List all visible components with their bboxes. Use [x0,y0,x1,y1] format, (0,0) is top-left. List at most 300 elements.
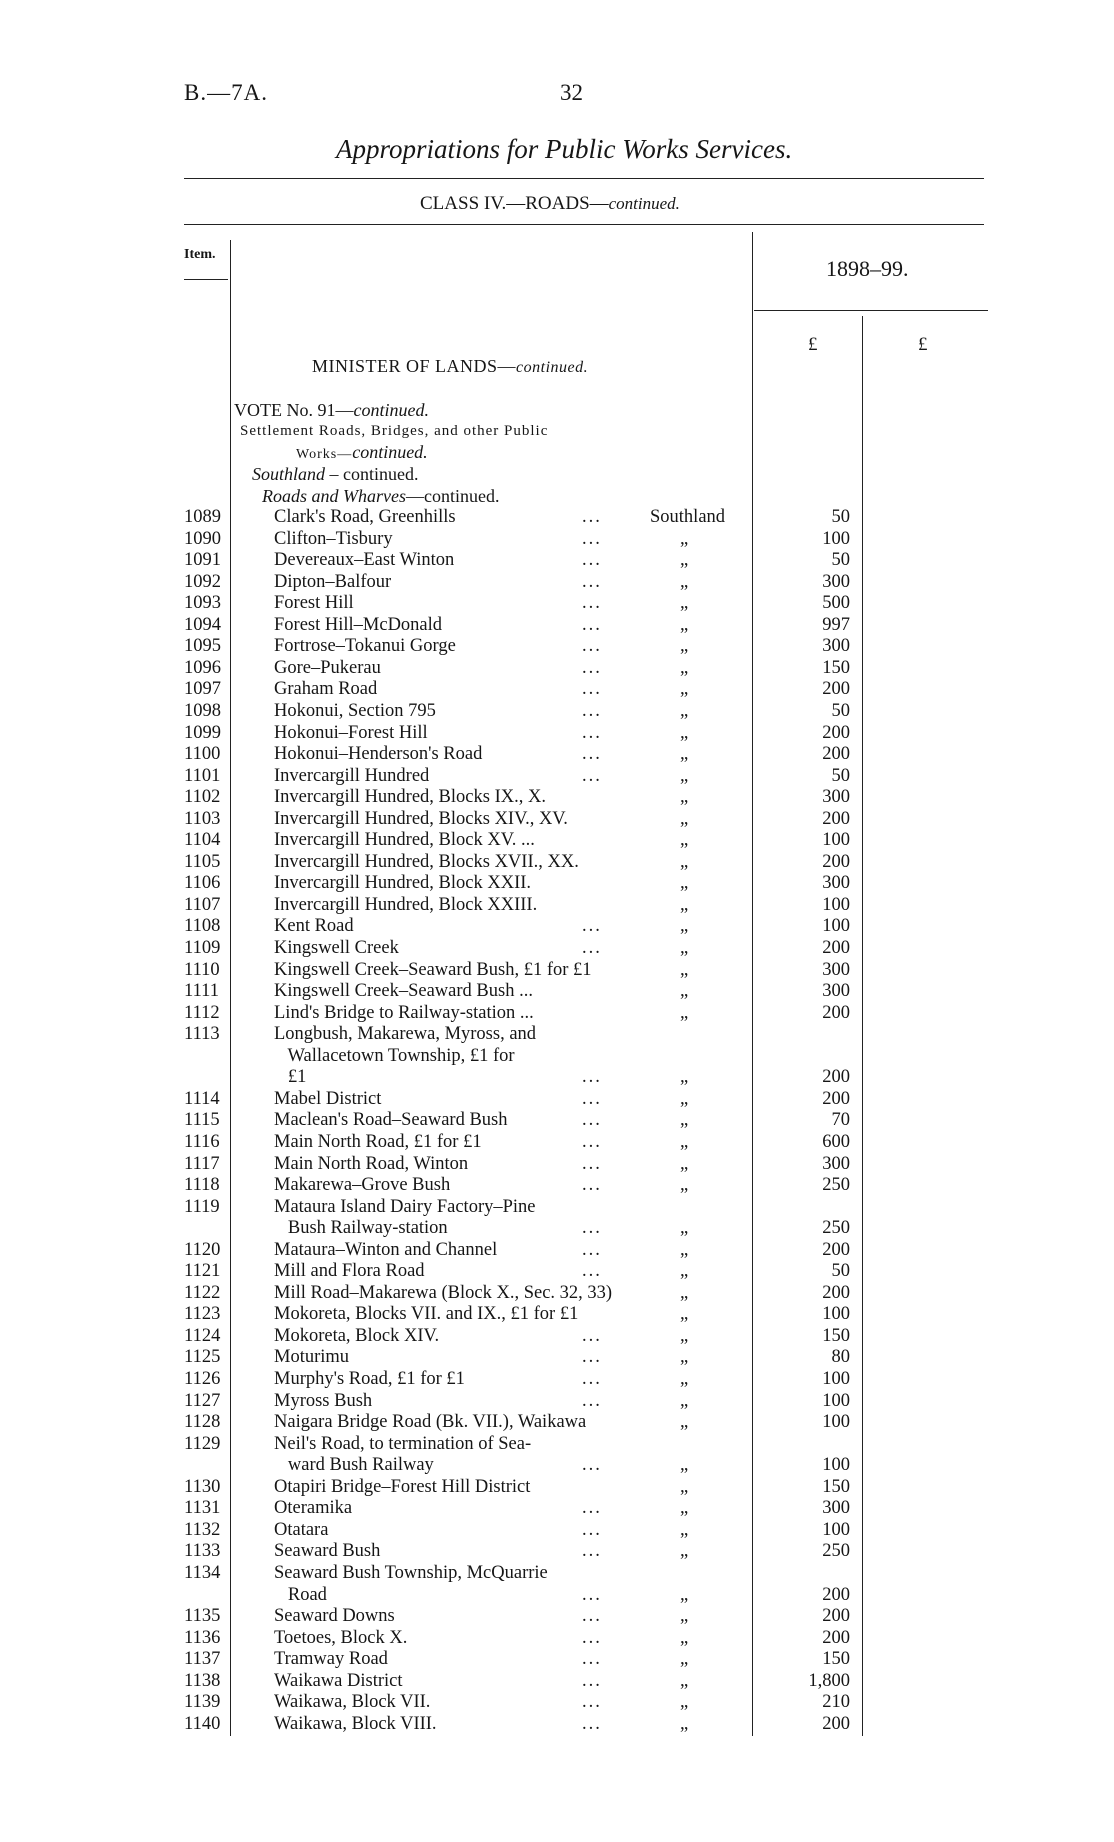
vote-heading: VOTE No. 91—continued. [234,400,429,420]
item-number: 1140 [184,1713,221,1734]
item-number: 1126 [184,1369,221,1389]
leader-dots: ... [582,938,602,958]
item-description: Neil's Road, to termination of Sea- [274,1433,532,1454]
amount: 100 [822,916,850,937]
item-description: Gore–Pukerau [274,657,381,678]
item-number: 1129 [184,1433,221,1454]
amount: 100 [822,1455,850,1476]
table-row [0,1154,1114,1176]
amount: 300 [822,787,850,808]
district: „ [680,657,689,678]
pound-sign-col2: £ [918,334,928,355]
amount: 300 [822,1153,850,1174]
item-description: Waikawa District [274,1670,403,1691]
item-description: Maclean's Road–Seaward Bush [274,1110,508,1131]
district: „ [680,1498,689,1519]
table-row [0,1412,1114,1434]
minister-heading: MINISTER OF LANDS—continued. [312,356,589,376]
leader-dots: ... [582,1627,602,1648]
item-description: Mokoreta, Block XIV. [274,1325,440,1346]
amount: 200 [822,1627,850,1648]
item-number: 1136 [184,1627,221,1648]
table-row [0,895,1114,917]
item-description: Kingswell Creek–Seaward Bush ... [274,981,533,1002]
item-number: 1101 [184,765,221,786]
leader-dots: ... [582,1455,602,1476]
table-row [0,744,1114,766]
item-description: Waikawa, Block VII. [274,1692,431,1713]
amount: 300 [822,959,850,980]
item-number: 1116 [184,1131,220,1152]
document-reference: B.—7A. [184,80,268,105]
title-rule [184,178,984,179]
amount: 500 [822,593,850,614]
class-heading: CLASS IV.—ROADS—continued. [420,193,680,214]
item-description: Main North Road, £1 for £1 [274,1131,482,1152]
item-number: 1111 [184,981,219,1002]
district: „ [680,700,689,721]
item-number: 1108 [184,916,221,937]
table-row [0,1046,1114,1068]
district: „ [680,1412,689,1433]
item-number: 1122 [184,1282,221,1303]
item-description: Clark's Road, Greenhills [274,507,456,527]
amount: 100 [822,1369,850,1389]
leader-dots: ... [582,1670,602,1691]
leader-dots: ... [582,722,602,743]
amount: 200 [822,1239,850,1260]
amount: 100 [822,528,850,549]
item-number: 1133 [184,1541,221,1562]
table-row [0,1498,1114,1520]
table-row [0,1218,1114,1240]
district: „ [680,1218,689,1239]
amount: 50 [831,550,850,571]
amount: 150 [822,1476,850,1497]
item-description: Invercargill Hundred, Block XXII. [274,873,532,894]
item-description: Murphy's Road, £1 for £1 [274,1369,465,1389]
item-description: Mill and Flora Road [274,1261,425,1282]
district: „ [680,1325,689,1346]
leader-dots: ... [582,1390,602,1411]
district: „ [680,744,689,765]
item-number: 1127 [184,1390,221,1411]
item-number: 1132 [184,1519,221,1540]
district: „ [680,1541,689,1562]
leader-dots: ... [582,765,602,786]
leader-dots: ... [582,1519,602,1540]
table-row [0,1455,1114,1477]
item-number: 1130 [184,1476,221,1497]
table-row [0,1110,1114,1132]
amount: 150 [822,657,850,678]
amount: 200 [822,938,850,958]
table-row [0,1067,1114,1089]
table-row [0,593,1114,615]
amount: 200 [822,1282,850,1303]
leader-dots: ... [582,700,602,721]
table-row [0,1369,1114,1391]
item-description: Bush Railway-station [274,1218,448,1239]
district: „ [680,614,689,635]
leader-dots: ... [582,744,602,765]
item-description: Kingswell Creek–Seaward Bush, £1 for £1 [274,959,592,980]
leader-dots: ... [582,679,602,700]
class-rule [184,224,984,225]
district: „ [680,787,689,808]
item-description: Invercargill Hundred [274,765,430,786]
amount: 300 [822,1498,850,1519]
item-description: Graham Road [274,679,378,700]
item-number: 1117 [184,1153,220,1174]
leader-dots: ... [582,1088,602,1109]
item-description: Oteramika [274,1498,353,1519]
table-row [0,1175,1114,1197]
item-description: Longbush, Makarewa, Myross, and [274,1024,537,1045]
item-number: 1115 [184,1110,220,1131]
item-number: 1098 [184,700,221,721]
item-number: 1093 [184,593,221,614]
table-row [0,615,1114,637]
table-row [0,1132,1114,1154]
item-description: £1 [274,1067,307,1088]
amount: 100 [822,1412,850,1433]
page-number: 32 [560,80,583,105]
roads-subheading: Roads and Wharves—continued. [262,486,500,506]
table-row [0,766,1114,788]
item-number: 1106 [184,873,221,894]
district: „ [680,1369,689,1389]
leader-dots: ... [582,1218,602,1239]
item-description: Mataura Island Dairy Factory–Pine [274,1196,536,1217]
table-row [0,1003,1114,1025]
leader-dots: ... [582,571,602,592]
item-description: Mill Road–Makarewa (Block X., Sec. 32, 33) [274,1282,613,1303]
amount: 200 [822,851,850,872]
district: „ [680,1476,689,1497]
amount: 50 [831,1261,850,1282]
table-row [0,529,1114,551]
item-number: 1091 [184,550,221,571]
amount: 600 [822,1131,850,1152]
district: „ [680,765,689,786]
amount: 100 [822,1519,850,1540]
item-number: 1113 [184,1024,220,1045]
district: „ [680,1390,689,1411]
item-description: Hokonui–Henderson's Road [274,744,483,765]
district: „ [680,1627,689,1648]
item-number: 1099 [184,722,221,743]
item-description: Dipton–Balfour [274,571,392,592]
amount: 200 [822,1584,850,1605]
item-description: Makarewa–Grove Bush [274,1175,451,1196]
leader-dots: ... [582,1153,602,1174]
item-description: Seaward Bush [274,1541,381,1562]
district: „ [680,1261,689,1282]
item-number: 1105 [184,851,221,872]
table-row [0,1563,1114,1585]
table-row [0,658,1114,680]
amount: 200 [822,1088,850,1109]
leader-dots: ... [582,1325,602,1346]
district: „ [680,593,689,614]
leader-dots: ... [582,657,602,678]
item-description: Invercargill Hundred, Blocks XIV., XV. [274,808,568,829]
table-row [0,1326,1114,1348]
item-description: Kingswell Creek [274,938,399,958]
item-number: 1097 [184,679,221,700]
table-row [0,809,1114,831]
table-row [0,938,1114,960]
table-row [0,1714,1114,1736]
leader-dots: ... [582,1713,602,1734]
item-number: 1096 [184,657,221,678]
district: „ [680,571,689,592]
item-number: 1107 [184,894,221,915]
district: „ [680,528,689,549]
item-description: Mataura–Winton and Channel [274,1239,498,1260]
amount: 100 [822,1390,850,1411]
amount: 250 [822,1175,850,1196]
leader-dots: ... [582,1239,602,1260]
district: „ [680,1519,689,1540]
item-number: 1100 [184,744,221,765]
amount: 100 [822,1304,850,1325]
amount: 200 [822,1713,850,1734]
district: „ [680,1347,689,1368]
district: „ [680,873,689,894]
district: „ [680,1713,689,1734]
amount: 50 [831,765,850,786]
item-description: Devereaux–East Winton [274,550,455,571]
item-number: 1109 [184,938,221,958]
leader-dots: ... [582,1369,602,1389]
leader-dots: ... [582,916,602,937]
amount: 200 [822,1002,850,1023]
leader-dots: ... [582,1649,602,1670]
leader-dots: ... [582,593,602,614]
district: „ [680,1067,689,1088]
amount: 250 [822,1541,850,1562]
district: „ [680,1455,689,1476]
district: „ [680,916,689,937]
district: „ [680,1002,689,1023]
item-number: 1103 [184,808,221,829]
item-description: Lind's Bridge to Railway-station ... [274,1002,534,1023]
item-number: 1118 [184,1175,220,1196]
amount: 200 [822,744,850,765]
item-description: Road [274,1584,327,1605]
table-row [0,1541,1114,1563]
item-description: Main North Road, Winton [274,1153,469,1174]
table-row [0,550,1114,572]
district: „ [680,1088,689,1109]
item-description: Otapiri Bridge–Forest Hill District [274,1476,531,1497]
item-description: Seaward Downs [274,1606,395,1627]
district: „ [680,1239,689,1260]
amount: 200 [822,722,850,743]
amount: 70 [831,1110,850,1131]
table-row [0,636,1114,658]
item-description: Invercargill Hundred, Block XV. ... [274,830,535,851]
table-row [0,1585,1114,1607]
year-heading: 1898–99. [826,256,909,281]
amount: 150 [822,1325,850,1346]
amount: 50 [831,700,850,721]
item-description: Invercargill Hundred, Blocks XVII., XX. [274,851,579,872]
amount: 100 [822,830,850,851]
leader-dots: ... [582,1606,602,1627]
amount: 300 [822,981,850,1002]
item-description: Hokonui–Forest Hill [274,722,428,743]
leader-dots: ... [582,1175,602,1196]
amount: 200 [822,808,850,829]
table-row [0,572,1114,594]
amount: 997 [822,614,850,635]
item-description: Myross Bush [274,1390,373,1411]
table-row [0,1606,1114,1628]
item-number: 1089 [184,507,221,527]
item-number: 1119 [184,1196,220,1217]
table-row [0,960,1114,982]
table-row [0,1024,1114,1046]
leader-dots: ... [582,614,602,635]
item-description: Mokoreta, Blocks VII. and IX., £1 for £1 [274,1304,579,1325]
item-description: Moturimu [274,1347,350,1368]
leader-dots: ... [582,507,602,527]
leader-dots: ... [582,1692,602,1713]
district: „ [680,1282,689,1303]
item-number: 1104 [184,830,221,851]
pound-sign-col1: £ [808,334,818,355]
item-description: Hokonui, Section 795 [274,700,436,721]
item-description: Tramway Road [274,1649,388,1670]
leader-dots: ... [582,1347,602,1368]
district: „ [680,679,689,700]
leader-dots: ... [582,636,602,657]
table-row [0,1520,1114,1542]
amount: 210 [822,1692,850,1713]
table-row [0,1628,1114,1650]
district: „ [680,1670,689,1691]
leader-dots: ... [582,1067,602,1088]
district: „ [680,959,689,980]
district: „ [680,636,689,657]
district: „ [680,981,689,1002]
table-row [0,679,1114,701]
settlement-heading-line2: Works—continued. [296,442,428,462]
settlement-heading-line1: Settlement Roads, Bridges, and other Public [240,423,549,439]
leader-dots: ... [582,1110,602,1131]
district: „ [680,1110,689,1131]
item-number: 1092 [184,571,221,592]
item-description: Fortrose–Tokanui Gorge [274,636,456,657]
item-column-heading: Item. [184,247,216,262]
item-description: Invercargill Hundred, Blocks IX., X. [274,787,546,808]
table-row [0,701,1114,723]
southland-subheading: Southland – continued. [252,464,419,484]
item-description: Wallacetown Township, £1 for [274,1045,515,1066]
table-row [0,1304,1114,1326]
item-description: Forest Hill–McDonald [274,614,443,635]
item-number: 1094 [184,614,221,635]
district: „ [680,1131,689,1152]
district: „ [680,1649,689,1670]
item-heading-rule [184,279,228,280]
amount: 250 [822,1218,850,1239]
item-number: 1135 [184,1606,221,1627]
item-number: 1139 [184,1692,221,1713]
district: „ [680,550,689,571]
table-row [0,981,1114,1003]
table-row [0,830,1114,852]
item-description: Otatara [274,1519,329,1540]
table-row [0,1434,1114,1456]
item-number: 1090 [184,528,221,549]
item-description: ward Bush Railway [274,1455,434,1476]
district: „ [680,722,689,743]
item-number: 1125 [184,1347,221,1368]
amount: 100 [822,894,850,915]
item-number: 1112 [184,1002,220,1023]
item-number: 1114 [184,1088,220,1109]
district: „ [680,1153,689,1174]
item-number: 1134 [184,1562,221,1583]
table-row [0,1240,1114,1262]
table-row [0,507,1114,529]
amount: 80 [831,1347,850,1368]
district: „ [680,1175,689,1196]
district: „ [680,808,689,829]
item-number: 1124 [184,1325,221,1346]
table-row [0,1477,1114,1499]
amount: 300 [822,571,850,592]
leader-dots: ... [582,1261,602,1282]
table-row [0,1391,1114,1413]
item-number: 1121 [184,1261,221,1282]
item-number: 1102 [184,787,221,808]
leader-dots: ... [582,1584,602,1605]
item-description: Invercargill Hundred, Block XXIII. [274,894,538,915]
district: „ [680,851,689,872]
district: „ [680,938,689,958]
item-description: Toetoes, Block X. [274,1627,408,1648]
district: „ [680,894,689,915]
leader-dots: ... [582,1498,602,1519]
amount: 1,800 [808,1670,850,1691]
district: „ [680,1692,689,1713]
item-description: Seaward Bush Township, McQuarrie [274,1562,548,1583]
table-row [0,1649,1114,1671]
table-row [0,1261,1114,1283]
table-row [0,873,1114,895]
item-number: 1137 [184,1649,221,1670]
amount: 50 [831,507,850,527]
item-number: 1095 [184,636,221,657]
item-description: Naigara Bridge Road (Bk. VII.), Waikawa [274,1412,587,1433]
amount: 200 [822,679,850,700]
table-row [0,1283,1114,1305]
leader-dots: ... [582,1131,602,1152]
item-description: Mabel District [274,1088,382,1109]
district: „ [680,830,689,851]
leader-dots: ... [582,550,602,571]
district: Southland [650,507,726,527]
amount: 300 [822,873,850,894]
table-row [0,723,1114,745]
district: „ [680,1304,689,1325]
item-number: 1123 [184,1304,221,1325]
